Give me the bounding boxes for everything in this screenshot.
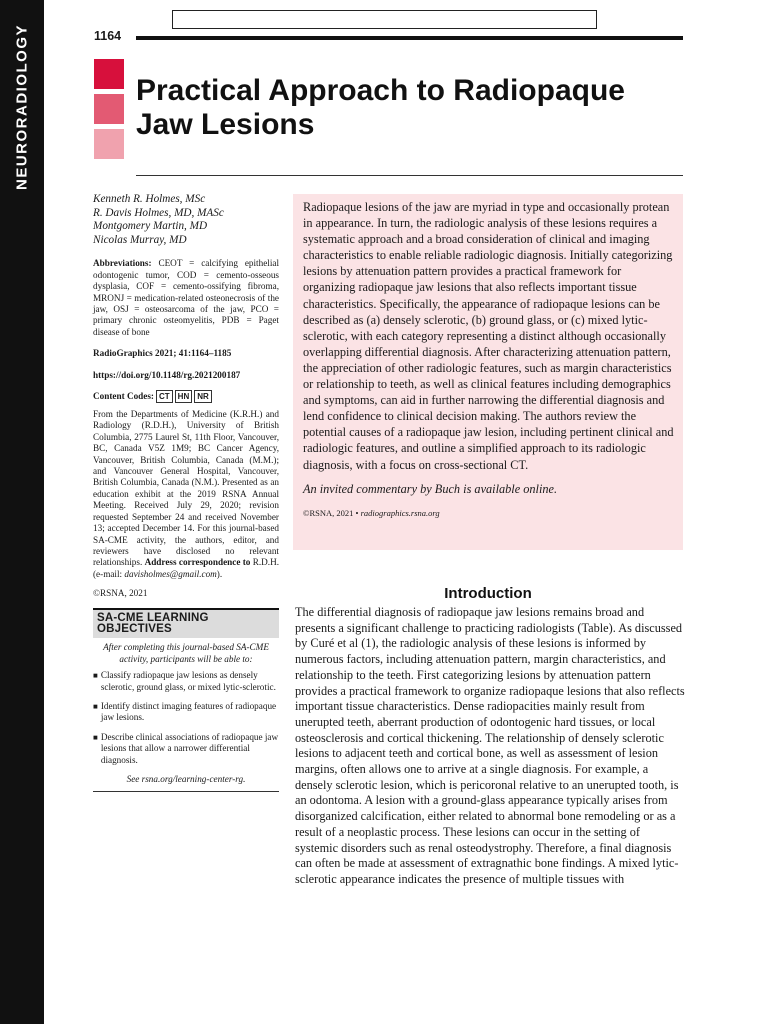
citation: RadioGraphics 2021; 41:1164–1185 (93, 348, 232, 359)
copyright-notice: ©RSNA, 2021 (93, 588, 148, 599)
accent-square-light (94, 129, 124, 159)
author-name: Montgomery Martin, MD (93, 220, 208, 233)
content-code-badge: HN (175, 390, 193, 403)
running-header-box (172, 10, 597, 29)
square-bullet-icon: ■ (93, 701, 98, 711)
cme-objective-text: Identify distinct imaging features of radiopaque jaw lesions. (100, 700, 277, 723)
content-code-badge: NR (194, 390, 212, 403)
cme-objective (93, 670, 279, 693)
square-bullet-icon: ■ (93, 732, 98, 742)
abbreviations-text: CEOT = calcifying epithelial odontogenic tumor, COD = cemento-osseous dysplasia, COF = cemento-ossifying fibroma, MRONJ = medication-related osteonecrosis of the jaw, OSJ = osteosarcoma of the jaw, PCO = primary chronic osteomyelitis, PDB = Paget disease of bone (93, 258, 280, 337)
abstract-text: Radiopaque lesions of the jaw are myriad in type and occasionally protean in appearance. In turn, the radiologic analysis of these lesions requires a systematic approach and a broad consideration of clinical and imaging characteristics to enable reliable radiologic diagnosis. Initially categorizing lesions by attenuation pattern provides a practical framework for organizing radiopaque jaw lesions that also reflects important tissue characteristics. Specifically, the appearance of radiopaque lesions can be described as (a) densely sclerotic, (b) ground glass, or (c) mixed lytic-sclerotic, with each category representing a distinct although occasionally overlapping differential diagnosis. After characterizing attenuation pattern, the appreciation of other radiologic features, such as margin characteristics or relationship to teeth, as well as clinical features including demographics and symptoms, can aid in further narrowing the differential diagnosis and lend confidence to clinical decision making. The authors review the potential causes of a radiopaque jaw lesion, including pertinent clinical and radiologic features, and outline a simplified approach to its radiologic diagnosis, with a focus on cross-sectional CT. (303, 200, 674, 472)
correspondence-label: Address correspondence to (144, 557, 251, 568)
author-list (93, 193, 279, 247)
page-number: 1164 (94, 29, 122, 43)
cme-objective-text: Describe clinical associations of radiopaque jaw lesions that allow a narrower differential diagnosis. (100, 731, 279, 765)
abbreviations-label: Abbreviations: (93, 258, 152, 269)
correspondence-text: R.D.H. (e-mail: (93, 557, 280, 579)
abstract-box (293, 194, 683, 550)
cme-objective (93, 701, 279, 724)
author-name: R. Davis Holmes, MD, MASc (93, 206, 224, 219)
cme-objective (93, 732, 279, 766)
doi-link[interactable]: https://doi.org/10.1148/rg.2021200187 (93, 369, 241, 380)
title-line-2: Jaw Lesions (136, 108, 315, 141)
content-code-badge: CT (156, 390, 173, 403)
author-name: Nicolas Murray, MD (93, 233, 187, 246)
abstract-copyright-text: ©RSNA, 2021 • (303, 507, 359, 518)
content-codes (93, 390, 279, 403)
title-line-1: Practical Approach to Radiopaque (136, 74, 625, 107)
accent-square-dark (94, 59, 124, 89)
square-bullet-icon: ■ (93, 671, 98, 681)
cme-intro: After completing this journal-based SA-CME activity, participants will be able to: (103, 642, 269, 664)
cme-objective-text: Classify radiopaque jaw lesions as densely sclerotic, ground glass, or mixed lytic-sclerotic. (100, 670, 276, 692)
introduction-heading: Introduction (444, 585, 532, 602)
invited-commentary-note: An invited commentary by Buch is available online. (303, 481, 558, 496)
section-label: NEURORADIOLOGY (13, 23, 31, 191)
abstract-copyright (303, 505, 674, 521)
left-column (93, 193, 279, 792)
accent-square-medium (94, 94, 124, 124)
cme-see-link[interactable]: See rsna.org/learning-center-rg. (126, 774, 246, 784)
affiliation (93, 409, 279, 580)
correspondence-email[interactable]: davisholmes@gmail.com (124, 568, 217, 579)
top-rule (136, 36, 683, 40)
journal-site-link[interactable]: radiographics.rsna.org (360, 507, 440, 518)
introduction-body: The differential diagnosis of radiopaque jaw lesions remains broad and presents a significant challenge to practicing radiologists (Table). As discussed by Curé et al (1), the radiologic analysis of these lesions is informed by numerous factors, including attenuation pattern, margin characteristics, and relationship to the teeth. First categorizing lesions by attenuation pattern provides a practical framework to organize radiopaque lesions that also reflects important tissue characteristics. Dense radiopacities mainly result from unerupted teeth, aberrant production of odontogenic hard tissues, or local osteosclerosis and cortical thickening. The relationship of densely sclerotic lesions to adjacent teeth and cortical bone, as well as assessment of lesion margins, often allows one to arrive at a single diagnosis. For example, a densely sclerotic lesion, which is pericoronal relative to an unerupted tooth, is an odontoma. A lesion with a ground-glass appearance typically arises from disorganized calcification, either related to abnormal bone remodeling or as a result of a neoplastic process. These lesions can occur in the setting of systemic disorders such as renal osteodystrophy. Therefore, a final diagnosis can often be made at assessment of extragnathic bone findings. A mixed lytic-sclerotic appearance indicates the presence of multiple tissues with (295, 605, 685, 886)
cme-bottom-rule (93, 791, 279, 792)
section-sidebar (0, 0, 44, 1024)
cme-title: SA-CME LEARNING OBJECTIVES (93, 610, 279, 639)
article-title (136, 74, 696, 142)
correspondence-closing: ). (216, 568, 223, 579)
content-codes-label: Content Codes: (93, 390, 154, 401)
abbreviations (93, 258, 279, 338)
author-name: Kenneth R. Holmes, MSc (93, 193, 206, 205)
affiliation-text: From the Departments of Medicine (K.R.H.) and Radiology (R.D.H.), University of British Columbia, 2775 Laurel St, 11th Floor, Vancouver, BC, Canada V5Z 1M9; BC Cancer Agency, Vancouver, British Columbia, Canada (M.M.); and Vancouver General Hospital, Vancouver, British Columbia, Canada (N.M.). Presented as an education exhibit at the 2019 RSNA Annual Meeting. Received July 29, 2020; revision requested September 24 and received November 13; accepted December 14. For this journal-based SA-CME activity, the authors, editor, and reviewers have disclosed no relevant relationships. (93, 409, 279, 568)
title-rule (136, 175, 683, 176)
